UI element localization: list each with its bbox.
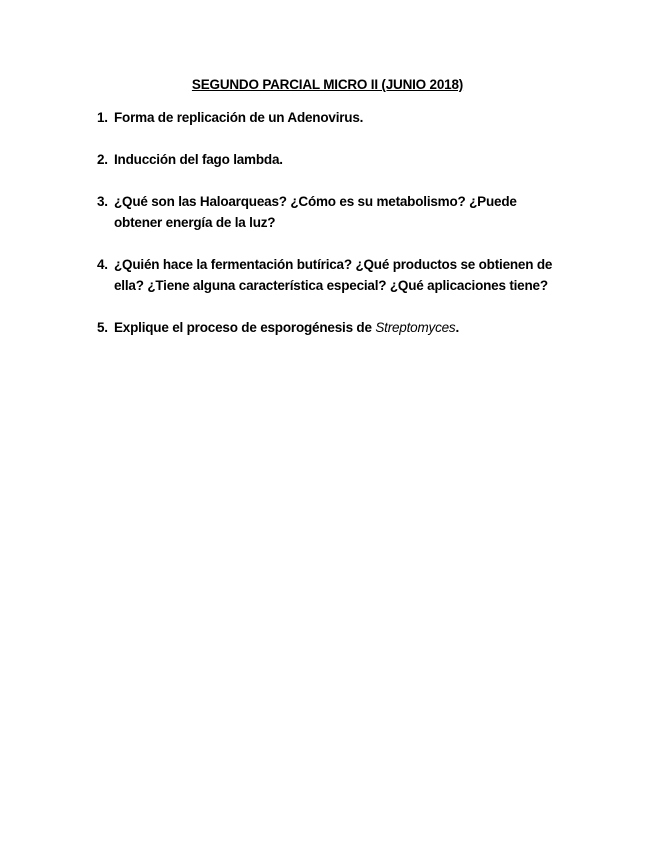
question-number: 3. xyxy=(97,194,108,209)
question-item xyxy=(97,317,567,338)
question-item xyxy=(97,254,567,296)
question-text-prefix: Explique el proceso de esporogénesis de xyxy=(114,320,376,335)
question-item xyxy=(97,107,567,128)
question-text: ¿Qué son las Haloarqueas? ¿Cómo es su metabolismo? ¿Puede obtener energía de la luz? xyxy=(114,194,517,230)
question-number: 4. xyxy=(97,257,108,272)
question-text: Inducción del fago lambda. xyxy=(114,152,283,167)
organism-name: Streptomyces xyxy=(375,320,456,335)
question-item xyxy=(97,191,567,233)
question-text: ¿Quién hace la fermentación butírica? ¿Qué productos se obtienen de ella? ¿Tiene alguna característica especial? ¿Qué aplicaciones tiene? xyxy=(114,257,553,293)
page-title: SEGUNDO PARCIAL MICRO II (JUNIO 2018) xyxy=(191,77,464,92)
question-text: Forma de replicación de un Adenovirus. xyxy=(114,110,364,125)
question-number: 1. xyxy=(97,110,108,125)
question-number: 2. xyxy=(97,152,108,167)
question-text-suffix: . xyxy=(455,320,460,335)
question-item xyxy=(97,149,567,170)
question-text xyxy=(114,317,567,338)
question-number: 5. xyxy=(97,320,108,335)
